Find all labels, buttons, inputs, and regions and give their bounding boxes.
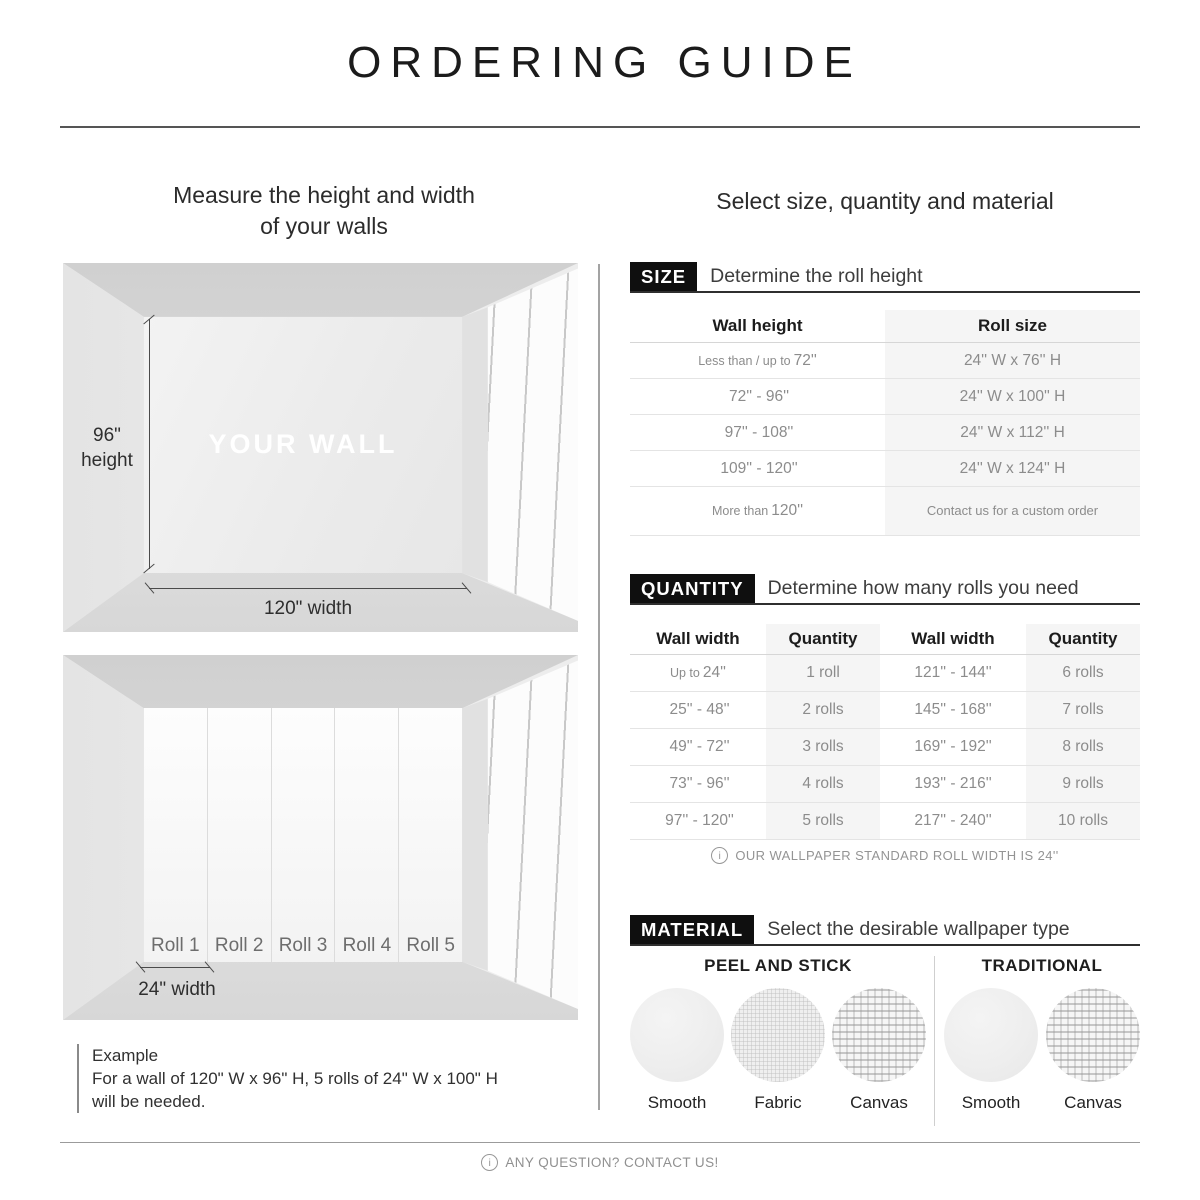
roll-panel: [399, 708, 462, 961]
left-column-heading: [60, 180, 588, 242]
size-badge: SIZE: [630, 262, 697, 291]
roll-label: Roll 5: [406, 934, 455, 956]
back-wall-rolls: [144, 708, 462, 961]
swatch-label: Smooth: [961, 1093, 1021, 1112]
size-table-row: [630, 379, 1140, 415]
smooth-texture-icon: [944, 988, 1038, 1082]
width-measure-line: [149, 588, 467, 589]
wall-width-cell: 169'' - 192'': [914, 738, 992, 755]
quantity-cell: 5 rolls: [766, 803, 880, 839]
roll-label: Roll 2: [214, 934, 264, 956]
size-table-row: [630, 415, 1140, 451]
quantity-cell: 1 roll: [766, 655, 880, 691]
roll-label: Roll 3: [278, 934, 328, 956]
roll-size-cell: 24'' W x 100'' H: [885, 379, 1140, 414]
wall-width-cell: 97'' - 120'': [665, 812, 734, 829]
size-section-header: [630, 262, 1140, 293]
wall-height-header: Wall height: [712, 316, 803, 335]
material-group-traditional: [944, 956, 1140, 1113]
header-divider: [60, 126, 1140, 128]
swatch-row: [630, 988, 926, 1113]
roll-panel: [272, 708, 336, 961]
swatch-smooth: [630, 988, 724, 1113]
wall-height-cell: Less than / up to 72'': [698, 351, 817, 369]
canvas-texture-icon: [1046, 988, 1140, 1082]
quantity-badge: QUANTITY: [630, 574, 755, 603]
roll-size-cell: Contact us for a custom order: [885, 487, 1140, 535]
swatch-row: [944, 988, 1140, 1113]
quantity-header: Quantity: [1026, 624, 1140, 654]
quantity-cell: 10 rolls: [1026, 803, 1140, 839]
quantity-table-row: [630, 803, 1140, 840]
info-icon: [481, 1154, 498, 1171]
swatch-label: Canvas: [1064, 1093, 1122, 1112]
quantity-section-header: [630, 574, 1140, 605]
example-block: [77, 1044, 592, 1113]
smooth-texture-icon: [630, 988, 724, 1082]
wall-height-cell: 109'' - 120'': [720, 459, 798, 477]
roll-width-measure-line: [140, 967, 210, 968]
swatch-label: Canvas: [850, 1093, 908, 1112]
size-table-header-row: [630, 310, 1140, 343]
footer-divider: [60, 1142, 1140, 1143]
material-group-title: PEEL AND STICK: [704, 956, 852, 975]
wall-width-cell: 145'' - 168'': [914, 701, 992, 718]
canvas-texture-icon: [832, 988, 926, 1082]
quantity-cell: 9 rolls: [1026, 766, 1140, 802]
wall-width-cell: Up to 24'': [669, 664, 727, 681]
column-divider: [598, 264, 600, 1110]
room-illustration-rolls: [63, 655, 578, 1020]
quantity-table-row: [630, 692, 1140, 729]
wall-height-cell: More than 120'': [711, 502, 804, 519]
wall-width-cell: 193'' - 216'': [914, 775, 992, 792]
material-group-title: TRADITIONAL: [981, 956, 1103, 975]
info-icon: [711, 847, 728, 864]
left-heading-line2: of your walls: [260, 213, 388, 239]
wall-width-cell: 73'' - 96'': [669, 775, 730, 792]
wall-width-cell: 25'' - 48'': [669, 701, 730, 718]
roll-width-note: [630, 847, 1140, 864]
swatch-label: Smooth: [647, 1093, 707, 1112]
quantity-header: Quantity: [766, 624, 880, 654]
quantity-cell: 2 rolls: [766, 692, 880, 728]
height-measure-line: [149, 319, 150, 569]
height-measure-label: [71, 423, 143, 473]
swatch-canvas: [1046, 988, 1140, 1113]
your-wall-label: YOUR WALL: [208, 429, 398, 460]
roll-size-cell: 24'' W x 124'' H: [885, 451, 1140, 486]
quantity-table: [630, 624, 1140, 840]
wall-width-header: Wall width: [656, 629, 740, 648]
roll-width-measure-label: 24" width: [138, 979, 216, 1000]
right-column-heading: Select size, quantity and material: [716, 188, 1054, 214]
wall-height-cell: 97'' - 108'': [724, 423, 794, 441]
wall-width-cell: 49'' - 72'': [669, 738, 730, 755]
fabric-texture-icon: [731, 988, 825, 1082]
size-subtitle: Determine the roll height: [710, 265, 923, 287]
material-group-peel-and-stick: [630, 956, 926, 1113]
footer-note: [0, 1154, 1200, 1171]
roll-size-cell: 24'' W x 112'' H: [885, 415, 1140, 450]
height-word: height: [81, 450, 133, 471]
roll-width-note-text: OUR WALLPAPER STANDARD ROLL WIDTH IS 24'': [735, 848, 1059, 863]
quantity-cell: 7 rolls: [1026, 692, 1140, 728]
page-title: ORDERING GUIDE: [347, 38, 862, 87]
example-line2: will be needed.: [92, 1092, 206, 1111]
material-section-header: [630, 915, 1140, 946]
size-table-row: [630, 343, 1140, 379]
quantity-cell: 4 rolls: [766, 766, 880, 802]
quantity-cell: 8 rolls: [1026, 729, 1140, 765]
wall-height-cell: 72'' - 96'': [728, 387, 790, 405]
swatch-smooth: [944, 988, 1038, 1113]
swatch-fabric: [731, 988, 825, 1113]
wall-width-cell: 217'' - 240'': [914, 812, 992, 829]
room-illustration-your-wall: [63, 263, 578, 632]
width-measure-label: 120" width: [263, 598, 353, 619]
quantity-subtitle: Determine how many rolls you need: [767, 577, 1079, 599]
quantity-cell: 6 rolls: [1026, 655, 1140, 691]
material-badge: MATERIAL: [630, 915, 754, 944]
example-title: Example: [92, 1046, 159, 1065]
swatch-label: Fabric: [754, 1093, 802, 1112]
footer-note-text: ANY QUESTION? CONTACT US!: [505, 1155, 719, 1170]
quantity-table-row: [630, 729, 1140, 766]
wall-width-cell: 121'' - 144'': [914, 664, 992, 681]
roll-size-cell: 24'' W x 76'' H: [885, 343, 1140, 378]
roll-label: Roll 4: [342, 934, 392, 956]
size-table-row: [630, 451, 1140, 487]
material-group-divider: [934, 956, 935, 1126]
roll-size-header: Roll size: [885, 310, 1140, 342]
quantity-cell: 3 rolls: [766, 729, 880, 765]
roll-label: Roll 1: [150, 934, 200, 956]
left-heading-line1: Measure the height and width: [173, 182, 475, 208]
roll-panel: [335, 708, 399, 961]
size-table-row: [630, 487, 1140, 536]
roll-panel: [144, 708, 208, 961]
example-line1: For a wall of 120" W x 96" H, 5 rolls of 24" W x 100" H: [92, 1069, 498, 1088]
quantity-table-row: [630, 766, 1140, 803]
roll-panel: [208, 708, 272, 961]
back-wall: [144, 317, 462, 573]
height-value: 96": [93, 425, 121, 446]
swatch-canvas: [832, 988, 926, 1113]
quantity-table-row: [630, 655, 1140, 692]
size-table: [630, 310, 1140, 536]
quantity-table-header-row: [630, 624, 1140, 655]
wall-width-header: Wall width: [911, 629, 995, 648]
material-subtitle: Select the desirable wallpaper type: [767, 918, 1070, 940]
